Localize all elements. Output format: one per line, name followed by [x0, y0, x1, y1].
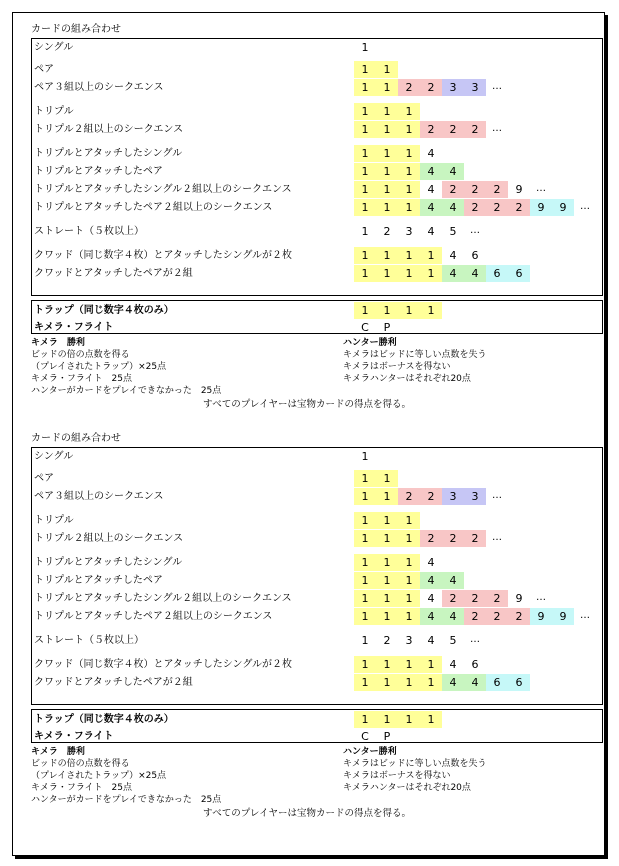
card-cell: 2 [508, 608, 530, 625]
combination-row [32, 632, 602, 649]
card-cell: 1 [376, 163, 398, 180]
card-cell: 1 [354, 79, 376, 96]
chimera-win-line: キメラ・フライト 25点 [31, 783, 133, 793]
card-cell: 2 [464, 608, 486, 625]
card-cell: 2 [442, 590, 464, 607]
combination-row [32, 554, 602, 571]
card-cell: 9 [530, 608, 552, 625]
card-cell: 4 [464, 265, 486, 282]
card-cell: 1 [354, 247, 376, 264]
card-cell: 1 [420, 302, 442, 319]
combination-label: キメラ・フライト [34, 731, 114, 742]
card-cell: 1 [354, 265, 376, 282]
combination-row [32, 656, 602, 673]
card-cell: 1 [354, 572, 376, 589]
continuation-mark: … [536, 592, 546, 603]
card-cell: 2 [464, 590, 486, 607]
combination-label: トリプル２組以上のシークエンス [34, 124, 184, 135]
combination-row [32, 121, 602, 138]
card-cell: 1 [376, 302, 398, 319]
card-cell: 6 [471, 249, 479, 262]
card-cell: 1 [354, 674, 376, 691]
combination-row [32, 265, 602, 282]
combination-row [32, 488, 602, 505]
card-cell: 4 [427, 225, 435, 238]
card-cell: 1 [420, 656, 442, 673]
card-cell: 2 [508, 199, 530, 216]
card-cell: 4 [442, 163, 464, 180]
scoring-section [31, 337, 603, 417]
continuation-mark: … [580, 201, 590, 212]
card-cell: 1 [376, 572, 398, 589]
card-cell: 2 [420, 79, 442, 96]
card-cell: 6 [508, 265, 530, 282]
hunter-win-heading: ハンター勝利 [343, 747, 397, 757]
hunter-win-line: キメラハンターはそれぞれ20点 [343, 783, 471, 793]
combination-table [31, 38, 603, 296]
card-cell: 1 [376, 247, 398, 264]
combination-row [32, 181, 602, 198]
combination-label: トリプルとアタッチしたペア２組以上のシークエンス [34, 202, 273, 213]
card-cell: 1 [398, 554, 420, 571]
card-cell: 1 [354, 656, 376, 673]
chimera-win-line: ハンターがカードをプレイできなかった 25点 [31, 795, 222, 805]
card-cell: 6 [471, 658, 479, 671]
all-players-note: すべてのプレイヤーは宝物カードの得点を得る。 [203, 399, 411, 410]
continuation-mark: … [492, 81, 502, 92]
combination-label: トラップ（同じ数字４枚のみ） [34, 305, 174, 316]
card-cell: 9 [515, 592, 523, 605]
card-cell: 4 [420, 608, 442, 625]
card-cell: 1 [376, 79, 398, 96]
card-cell: 1 [398, 103, 420, 120]
combination-label: トリプルとアタッチしたシングル [34, 557, 183, 568]
hunter-win-line: キメラハンターはそれぞれ20点 [343, 374, 471, 384]
combination-row [32, 590, 602, 607]
card-cell: 1 [354, 121, 376, 138]
card-cell: 1 [354, 302, 376, 319]
card-cell: 1 [361, 41, 369, 54]
card-cell: 2 [398, 79, 420, 96]
card-cell: 2 [442, 530, 464, 547]
combination-label: シングル [34, 42, 74, 53]
continuation-mark: … [470, 634, 480, 645]
combination-label: トリプルとアタッチしたペア [34, 166, 163, 177]
card-cell: 1 [398, 247, 420, 264]
card-cell: 2 [486, 199, 508, 216]
special-table [31, 300, 603, 334]
card-cell: 1 [376, 554, 398, 571]
card-cell: 1 [398, 302, 420, 319]
combination-row [32, 302, 602, 319]
card-cell: 4 [442, 572, 464, 589]
card-cell: 4 [427, 556, 435, 569]
hunter-win-rules [343, 746, 486, 794]
scoring-section [31, 746, 603, 826]
combination-row [32, 199, 602, 216]
card-cell: 1 [361, 450, 369, 463]
combination-label: トリプルとアタッチしたシングル２組以上のシークエンス [34, 593, 292, 604]
combination-label: クワッド（同じ数字４枚）とアタッチしたシングルが２枚 [34, 250, 293, 261]
combination-row [32, 163, 602, 180]
card-cell: 2 [442, 181, 464, 198]
card-cell: C [361, 730, 369, 743]
card-cell: C [361, 321, 369, 334]
card-cell: 1 [376, 512, 398, 529]
card-cell: 1 [354, 145, 376, 162]
card-cell: 1 [376, 470, 398, 487]
all-players-note: すべてのプレイヤーは宝物カードの得点を得る。 [203, 808, 411, 819]
card-cell: 2 [464, 199, 486, 216]
card-cell: 5 [449, 225, 457, 238]
chimera-win-line: ビッドの倍の点数を得る [31, 350, 130, 360]
hunter-win-line: キメラはビッドに等しい点数を失う [343, 350, 487, 360]
chimera-win-rules [31, 746, 221, 806]
card-cell: 1 [354, 163, 376, 180]
card-cell: 4 [464, 674, 486, 691]
card-cell: 9 [552, 199, 574, 216]
combination-label: クワッドとアタッチしたペアが２組 [34, 268, 193, 279]
card-cell: 2 [486, 608, 508, 625]
card-cell: 2 [486, 590, 508, 607]
hunter-win-heading: ハンター勝利 [343, 338, 397, 348]
card-cell: 1 [376, 674, 398, 691]
combination-row [32, 79, 602, 96]
card-cell: 1 [354, 512, 376, 529]
combination-label: トリプルとアタッチしたシングル２組以上のシークエンス [34, 184, 292, 195]
card-cell: 1 [398, 590, 420, 607]
chimera-win-line: （プレイされたトラップ）×25点 [31, 362, 167, 372]
card-cell: 4 [420, 199, 442, 216]
combination-row [32, 608, 602, 625]
card-cell: 1 [376, 103, 398, 120]
card-cell: 4 [449, 249, 457, 262]
continuation-mark: … [580, 610, 590, 621]
card-cell: 1 [398, 145, 420, 162]
chimera-win-line: （プレイされたトラップ）×25点 [31, 771, 167, 781]
card-cell: 2 [464, 530, 486, 547]
card-cell: 1 [398, 530, 420, 547]
card-cell: 5 [449, 634, 457, 647]
card-cell: 2 [383, 225, 391, 238]
combination-label: トラップ（同じ数字４枚のみ） [34, 714, 174, 725]
card-cell: 2 [398, 488, 420, 505]
card-cell: 1 [376, 121, 398, 138]
card-cell: 1 [354, 590, 376, 607]
card-cell: 4 [449, 658, 457, 671]
card-cell: 1 [376, 530, 398, 547]
reference-sheet [12, 12, 605, 856]
hunter-win-line: キメラはボーナスを得ない [343, 362, 451, 372]
continuation-mark: … [492, 490, 502, 501]
chimera-win-line: ハンターがカードをプレイできなかった 25点 [31, 386, 222, 396]
card-cell: 1 [354, 488, 376, 505]
block-title: カードの組み合わせ [31, 24, 121, 35]
card-cell: 9 [552, 608, 574, 625]
card-cell: 4 [427, 183, 435, 196]
card-cell: 3 [442, 488, 464, 505]
combination-table [31, 447, 603, 705]
card-cell: 1 [376, 265, 398, 282]
combination-label: シングル [34, 451, 74, 462]
card-cell: 2 [420, 121, 442, 138]
block-title: カードの組み合わせ [31, 433, 121, 444]
card-cell: 1 [420, 711, 442, 728]
card-cell: 1 [398, 163, 420, 180]
card-cell: P [383, 730, 391, 743]
combination-label: トリプル [34, 106, 74, 117]
card-cell: 2 [420, 488, 442, 505]
continuation-mark: … [470, 225, 480, 236]
card-cell: 1 [398, 265, 420, 282]
card-cell: 4 [427, 634, 435, 647]
card-cell: 1 [398, 181, 420, 198]
card-cell: 1 [376, 656, 398, 673]
card-cell: 6 [508, 674, 530, 691]
card-cell: 1 [376, 608, 398, 625]
card-cell: 2 [442, 121, 464, 138]
chimera-win-heading: キメラ 勝利 [31, 747, 85, 757]
card-cell: 1 [354, 181, 376, 198]
card-cell: 2 [383, 634, 391, 647]
combination-row [32, 711, 602, 728]
card-cell: 1 [354, 530, 376, 547]
card-cell: 1 [376, 590, 398, 607]
combination-row [32, 728, 602, 745]
combination-row [32, 470, 602, 487]
chimera-win-line: ビッドの倍の点数を得る [31, 759, 130, 769]
combination-label: ペア３組以上のシークエンス [34, 491, 164, 502]
combination-label: トリプルとアタッチしたシングル [34, 148, 183, 159]
combination-label: ペア [34, 64, 54, 75]
combination-label: トリプル２組以上のシークエンス [34, 533, 184, 544]
card-cell: 1 [376, 61, 398, 78]
card-cell: 1 [420, 265, 442, 282]
card-cell: 1 [420, 247, 442, 264]
card-cell: 6 [486, 674, 508, 691]
card-cell: 2 [486, 181, 508, 198]
card-cell: 9 [530, 199, 552, 216]
continuation-mark: … [492, 123, 502, 134]
combination-row [32, 572, 602, 589]
card-cell: 2 [464, 121, 486, 138]
card-cell: 1 [398, 199, 420, 216]
card-cell: 4 [442, 674, 464, 691]
card-cell: 1 [420, 674, 442, 691]
combination-row [32, 247, 602, 264]
card-cell: 1 [354, 470, 376, 487]
card-cell: 1 [376, 199, 398, 216]
card-cell: 1 [398, 572, 420, 589]
card-cell: 1 [398, 608, 420, 625]
continuation-mark: … [536, 183, 546, 194]
card-cell: 1 [354, 554, 376, 571]
card-cell: 9 [515, 183, 523, 196]
card-cell: 4 [442, 608, 464, 625]
special-table [31, 709, 603, 743]
card-cell: 1 [361, 634, 369, 647]
combination-label: クワッド（同じ数字４枚）とアタッチしたシングルが２枚 [34, 659, 293, 670]
card-cell: 4 [427, 592, 435, 605]
card-cell: 1 [354, 61, 376, 78]
combination-row [32, 145, 602, 162]
card-cell: 1 [398, 711, 420, 728]
combination-row [32, 674, 602, 691]
hunter-win-line: キメラはボーナスを得ない [343, 771, 451, 781]
combination-row [32, 512, 602, 529]
card-cell: 4 [420, 572, 442, 589]
chimera-win-heading: キメラ 勝利 [31, 338, 85, 348]
combination-label: トリプル [34, 515, 74, 526]
card-cell: 1 [376, 181, 398, 198]
card-cell: 3 [405, 225, 413, 238]
card-cell: 1 [376, 145, 398, 162]
card-cell: 1 [376, 488, 398, 505]
card-cell: 1 [398, 121, 420, 138]
combination-row [32, 39, 602, 56]
card-cell: 3 [464, 488, 486, 505]
card-cell: 1 [354, 199, 376, 216]
card-cell: 2 [464, 181, 486, 198]
combination-row [32, 530, 602, 547]
chimera-win-line: キメラ・フライト 25点 [31, 374, 133, 384]
card-cell: 1 [376, 711, 398, 728]
combination-row [32, 61, 602, 78]
card-cell: 1 [354, 103, 376, 120]
hunter-win-rules [343, 337, 486, 385]
card-cell: 1 [361, 225, 369, 238]
combination-label: クワッドとアタッチしたペアが２組 [34, 677, 193, 688]
card-cell: 4 [420, 163, 442, 180]
card-cell: 4 [427, 147, 435, 160]
combination-label: ペア [34, 473, 54, 484]
card-cell: 4 [442, 199, 464, 216]
card-cell: 6 [486, 265, 508, 282]
card-cell: 3 [405, 634, 413, 647]
combination-row [32, 223, 602, 240]
card-cell: 1 [398, 512, 420, 529]
combination-row [32, 319, 602, 336]
combination-row [32, 103, 602, 120]
combination-label: ストレート（５枚以上） [34, 226, 144, 237]
card-cell: 1 [398, 674, 420, 691]
card-cell: 1 [354, 711, 376, 728]
card-cell: 3 [464, 79, 486, 96]
combination-label: ストレート（５枚以上） [34, 635, 144, 646]
chimera-win-rules [31, 337, 221, 397]
continuation-mark: … [492, 532, 502, 543]
combination-label: キメラ・フライト [34, 322, 114, 333]
card-cell: 3 [442, 79, 464, 96]
card-cell: 1 [398, 656, 420, 673]
hunter-win-line: キメラはビッドに等しい点数を失う [343, 759, 487, 769]
card-cell: 1 [354, 608, 376, 625]
combination-label: トリプルとアタッチしたペア２組以上のシークエンス [34, 611, 273, 622]
combination-label: トリプルとアタッチしたペア [34, 575, 163, 586]
card-cell: 2 [420, 530, 442, 547]
combination-label: ペア３組以上のシークエンス [34, 82, 164, 93]
card-cell: P [383, 321, 391, 334]
card-cell: 4 [442, 265, 464, 282]
combination-row [32, 448, 602, 465]
